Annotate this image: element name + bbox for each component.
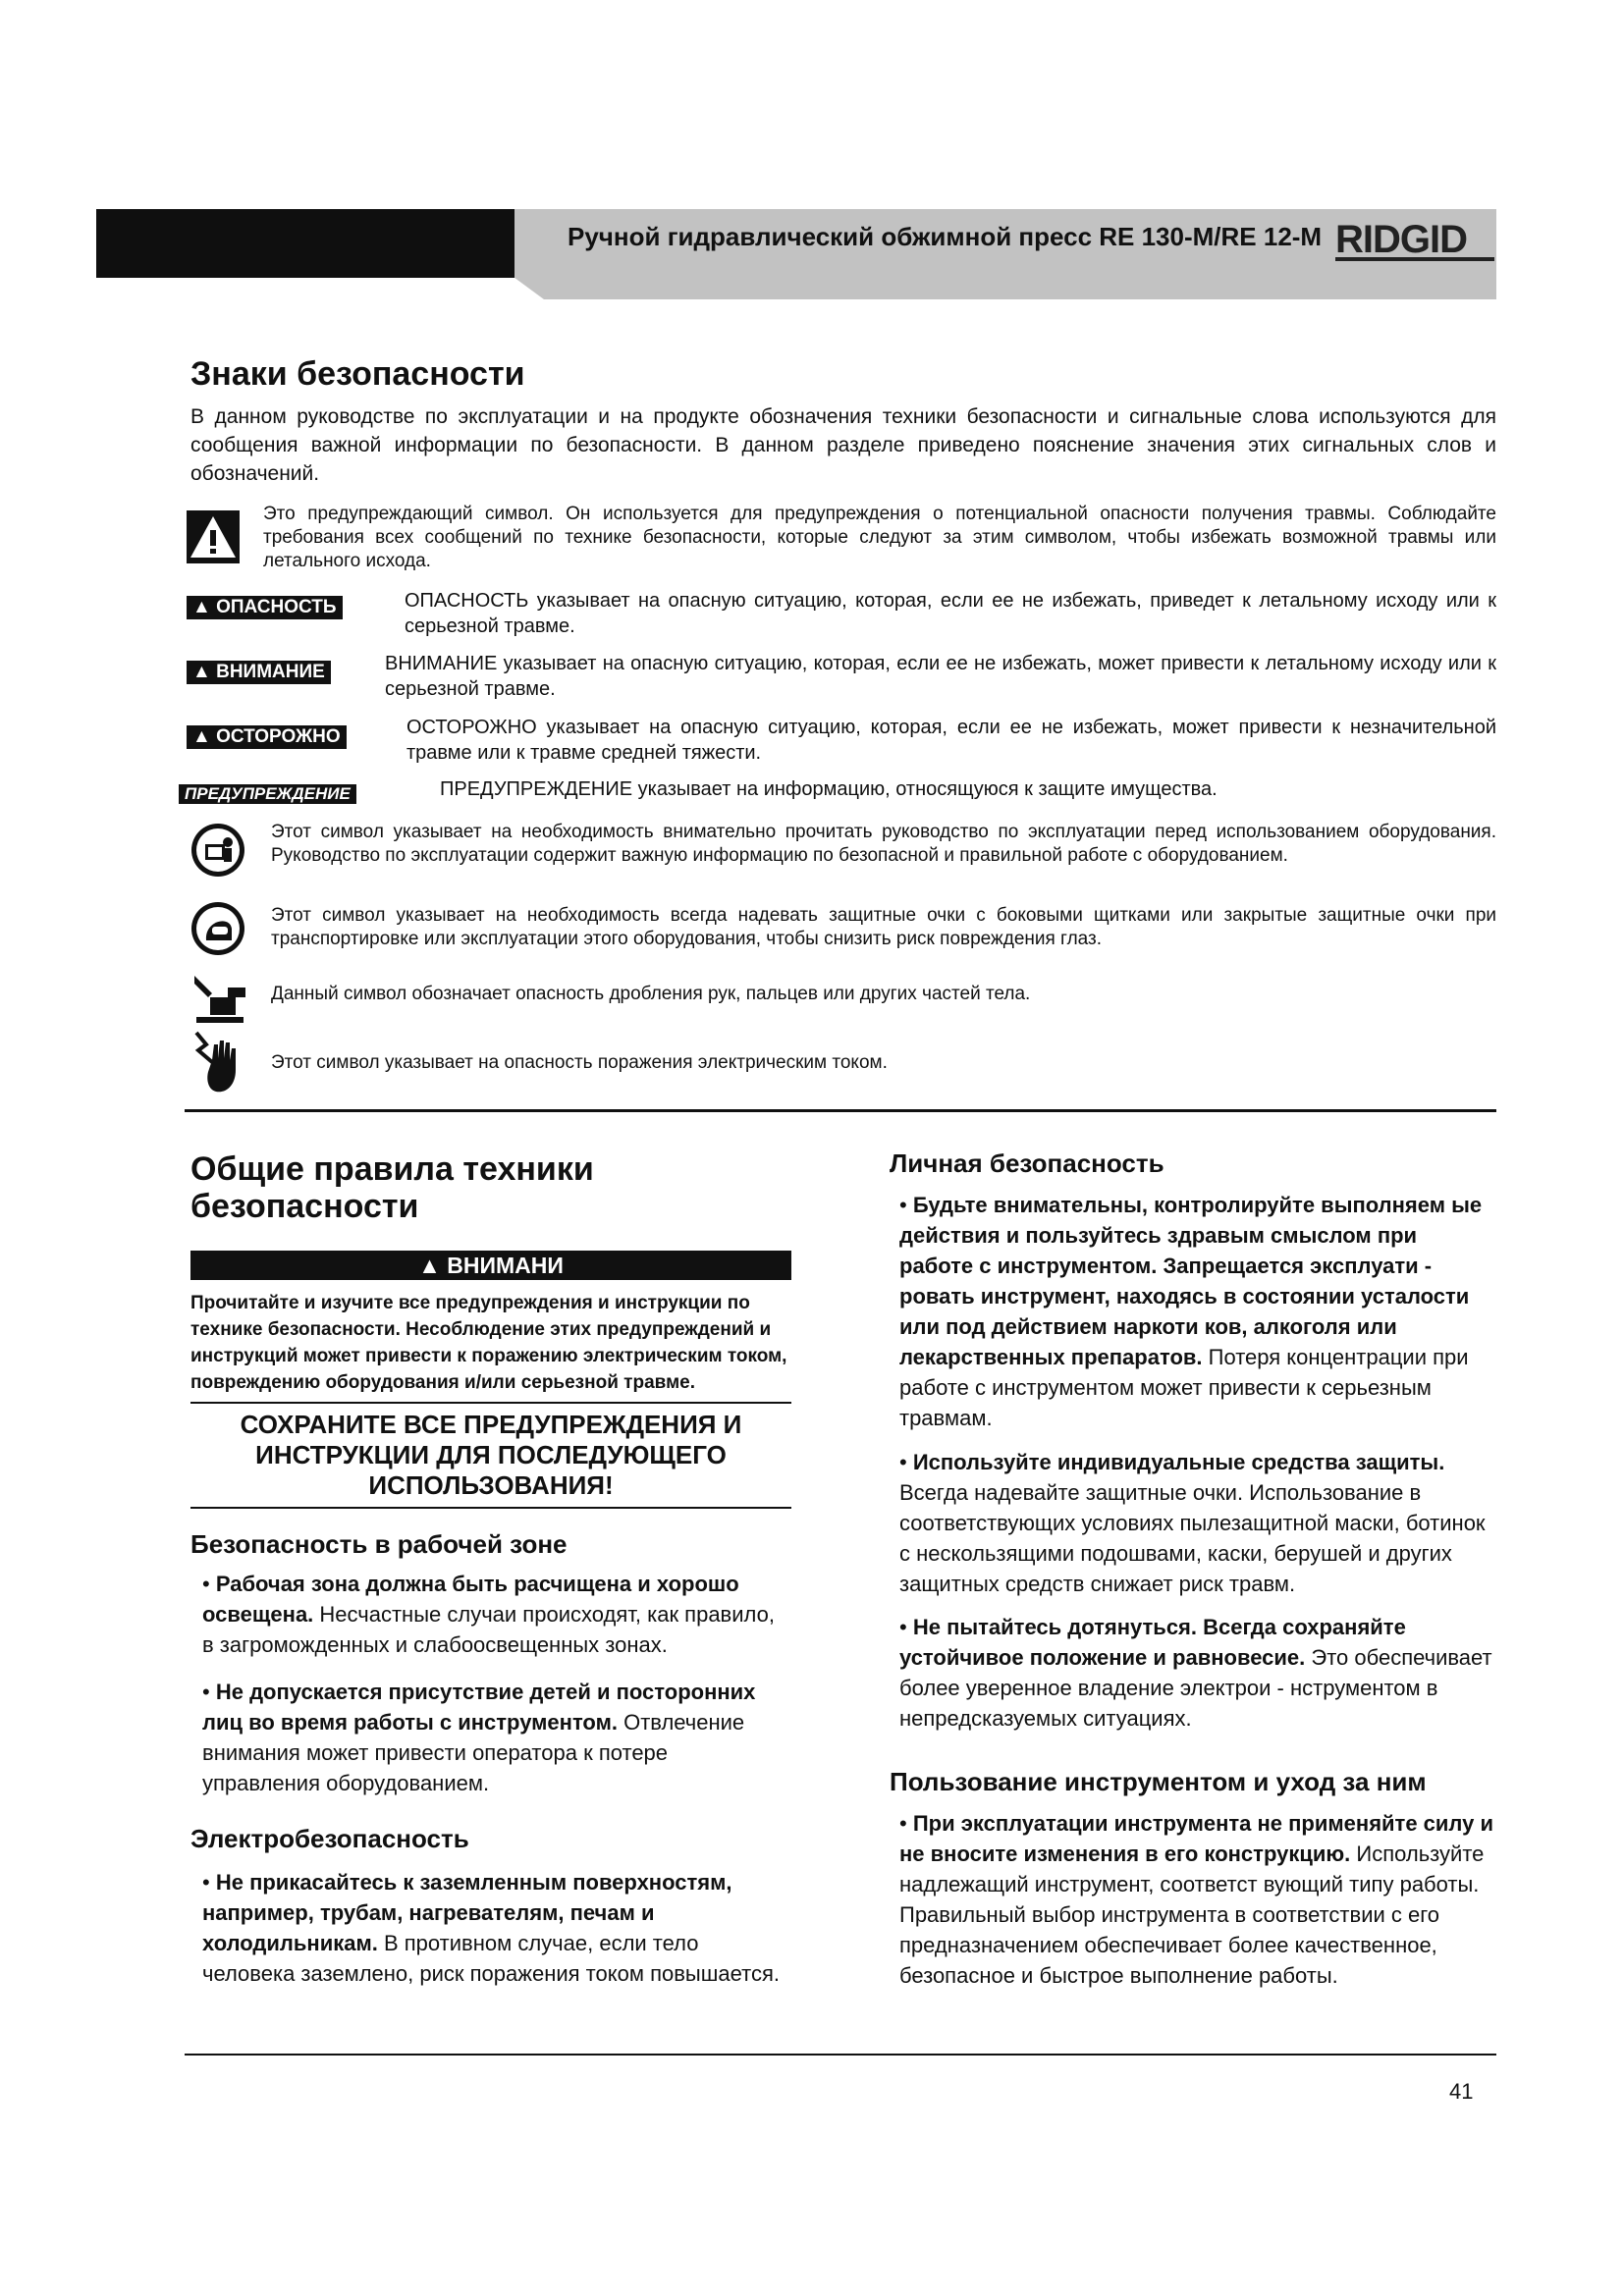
section-divider (185, 1109, 1496, 1112)
alert-symbol-text: Это предупреждающий символ. Он используется для предупреждения о потенциальной опасности получения травмы. Соблюдайте требования всех сообщений по технике безопасности, которые следуют за этим символом, чтобы избежать возможной травмы или летального исхода. (263, 504, 1496, 571)
safety-symbols-title: Знаки безопасности (190, 355, 525, 393)
save-bottom-rule (190, 1507, 791, 1509)
save-top-rule (190, 1402, 791, 1404)
electric-shock-icon (190, 1031, 245, 1097)
crush-hazard-icon (190, 972, 247, 1027)
safety-glasses-icon (190, 901, 245, 956)
safety-alert-icon (187, 510, 240, 563)
list-item: • Не допускается присутствие детей и посторонних лиц во время работы с инструментом. Отвлечение внимания может привести оператора к потере управления оборудованием. (202, 1680, 756, 1795)
manual-symbol-text: Этот символ указывает на необходимость внимательно прочитать руководство по эксплуатации перед использованием оборудования. Руководство по эксплуатации содержит важную информацию по безопасной и правильной работе с оборудованием. (271, 822, 1496, 866)
notice-text: ПРЕДУПРЕЖДЕНИЕ указывает на информацию, относящуюся к защите имущества. (440, 778, 1218, 800)
list-item: • Не прикасайтесь к заземленным поверхностям, например, трубам, нагревателям, печам и холодильникам. В противном случае, если тело человека заземлено, риск поражения током повышается. (202, 1870, 780, 1986)
list-item: • Используйте индивидуальные средства защиты. Всегда надевайте защитные очки. Использование в соответствующих условиях пылезащитной маски, ботинок с нескользящими подошвами, каски, берушей и других защитных средств снижает риск травм. (899, 1450, 1486, 1596)
list-item: • Рабочая зона должна быть расчищена и хорошо освещена. Несчастные случаи происходят, как правило, в загроможденных и слабоосвещенных зонах. (202, 1572, 775, 1657)
footer-rule (185, 2054, 1496, 2056)
work-area-title: Безопасность в рабочей зоне (190, 1529, 568, 1559)
personal-safety-title: Личная безопасность (890, 1148, 1164, 1178)
warning-label: ▲ ВНИМАНИЕ (187, 661, 331, 684)
danger-label: ▲ ОПАСНОСТЬ (187, 596, 343, 619)
glasses-symbol-text: Этот символ указывает на необходимость всегда надевать защитные очки с боковыми щитками или закрытые защитные очки при транспортировке или эксплуатации этого оборудования, чтобы снизить риск повреждения глаз. (271, 905, 1496, 949)
list-item: • При эксплуатации инструмента не применяйте силу и не вносите изменения в его конструкцию. Используйте надлежащий инструмент, соответст вующий типу работы. Правильный выбор инструмента в соответствии с его предназначением обеспечивает более качественное, безопасное и быстрое выполнение работы. (899, 1811, 1493, 1988)
danger-text: ОПАСНОСТЬ указывает на опасную ситуацию, которая, если ее не избежать, приведет к летальному исходу или к серьезной травме. (405, 590, 1496, 637)
header-black-bar (96, 209, 518, 278)
caution-text: ОСТОРОЖНО указывает на опасную ситуацию, которая, если ее не избежать, может привести к незначительной травме или к травме средней тяжести. (406, 717, 1496, 764)
shock-symbol-text: Этот символ указывает на опасность поражения электрическим током. (271, 1052, 888, 1073)
warning-body: Прочитайте и изучите все предупреждения и инструкции по технике безопасности. Несоблюдение этих предупреждений и инструкций может привести к поражению электрическим током, повреждению оборудования и/или серьезной травме. (190, 1293, 787, 1393)
crush-symbol-text: Данный символ обозначает опасность дробления рук, пальцев или других частей тела. (271, 984, 1031, 1004)
notice-label: ПРЕДУПРЕЖДЕНИЕ (179, 784, 356, 804)
ridgid-logo: RIDGID (1335, 218, 1494, 261)
list-item: • Не пытайтесь дотянуться. Всегда сохраняйте устойчивое положение и равновесие. Это обеспечивает более уверенное владение электрои - нструментом в непредсказуемых ситуациях. (899, 1615, 1492, 1731)
safety-intro: В данном руководстве по эксплуатации и на продукте обозначения техники безопасности и сигнальные слова используются для сообщения важной информации по безопасности. В данном разделе приведено пояснение значения этих сигнальных слов и обозначений. (190, 405, 1496, 485)
warning-bar: ▲ ВНИМАНИ (190, 1251, 791, 1280)
page-number: 41 (1449, 2079, 1474, 2104)
header-title: Ручной гидравлический обжимной пресс RE 130-M/RE 12-M (568, 222, 1323, 251)
read-manual-icon (190, 823, 245, 878)
warning-text: ВНИМАНИЕ указывает на опасную ситуацию, которая, если ее не избежать, может привести к летальному исходу или к серьезной травме. (385, 653, 1496, 700)
electrical-safety-title: Электробезопасность (190, 1824, 469, 1853)
tool-use-title: Пользование инструментом и уход за ним (890, 1767, 1427, 1796)
save-instructions-notice: СОХРАНИТЕ ВСЕ ПРЕДУПРЕЖДЕНИЯ И ИНСТРУКЦИИ ДЛЯ ПОСЛЕДУЮЩЕГО ИСПОЛЬЗОВАНИЯ! (240, 1410, 742, 1500)
list-item: • Будьте внимательны, контролируйте выполняем ые действия и пользуйтесь здравым смыслом при работе с инструментом. Запрещается эксплуати - ровать инструмент, находясь в состоянии усталости или под действием наркоти ков, алкоголя или лекарственных препаратов. Потеря концентрации при работе с инструментом может привести к серьезным травмам. (899, 1193, 1483, 1430)
general-rules-title: Общие правила техники безопасности (190, 1150, 594, 1225)
caution-label: ▲ ОСТОРОЖНО (187, 725, 347, 749)
